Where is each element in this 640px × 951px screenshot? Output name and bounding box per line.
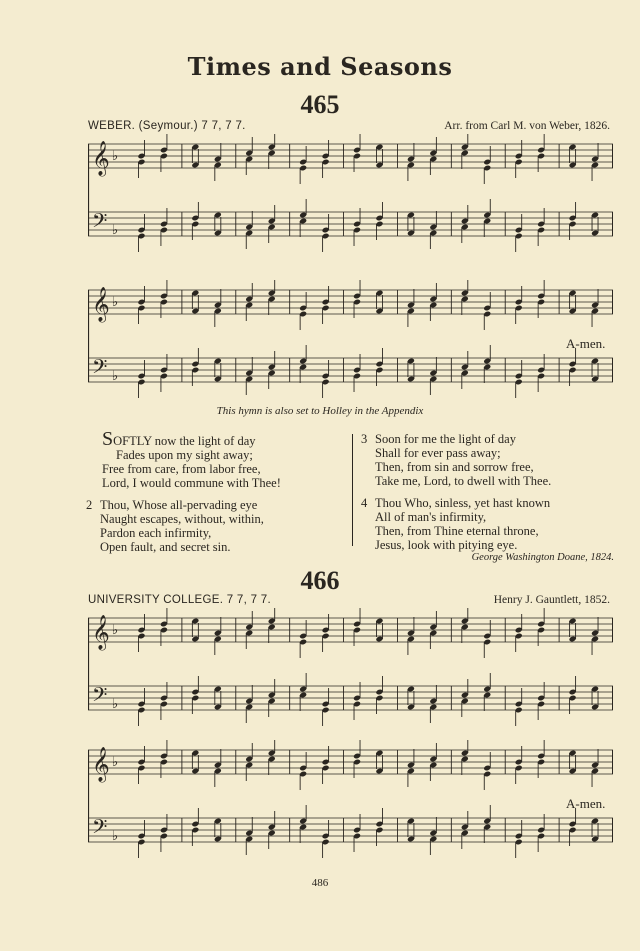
tune-line-466 [88, 594, 610, 606]
verse-line: Shall for ever pass away; [375, 446, 501, 460]
stanza-4 [361, 496, 616, 552]
score-465-system-2 [88, 280, 613, 406]
hymn-number-465: 465 [300, 90, 340, 119]
key-flat-icon: ♭ [112, 697, 119, 712]
stanza-1 [86, 428, 348, 490]
key-flat-icon: ♭ [112, 829, 119, 844]
verse-line: Take me, Lord, to dwell with Thee. [375, 474, 552, 488]
verse-line: Free from care, from labor free, [102, 462, 261, 476]
verse-line: All of man's infirmity, [375, 510, 487, 524]
key-flat-icon: ♭ [112, 755, 119, 770]
verse-line: Thou, Whose all-pervading eye [100, 498, 258, 512]
score-466-system-1 [88, 608, 613, 734]
stanza-2 [86, 498, 348, 554]
verses-left-column [86, 428, 348, 562]
tune-name: WEBER. (Seymour.) 7 7, 7 7. [88, 120, 246, 132]
music-system [88, 134, 613, 260]
bass-clef-icon: 𝄢 [92, 355, 108, 383]
bass-clef-icon: 𝄢 [92, 683, 108, 711]
verse-line: Open fault, and secret sin. [100, 540, 231, 554]
treble-clef-icon: 𝄞 [92, 747, 110, 782]
column-divider [352, 434, 353, 546]
treble-clef-icon: 𝄞 [92, 287, 110, 322]
music-system [88, 740, 613, 866]
amen-label: A-men. [566, 336, 606, 351]
verse-line: Then, from Thine eternal throne, [375, 524, 539, 538]
stanza-number: 4 [361, 496, 368, 510]
section-title: Times and Seasons [187, 52, 453, 81]
verse-line: Thou Who, sinless, yet hast known [375, 496, 551, 510]
key-flat-icon: ♭ [112, 149, 119, 164]
verse-line: Pardon each infirmity, [100, 526, 212, 540]
page-number: 486 [311, 877, 329, 889]
verse-line: Fades upon my sight away; [116, 448, 253, 462]
key-flat-icon: ♭ [112, 295, 119, 310]
tune-name: UNIVERSITY COLLEGE. 7 7, 7 7. [88, 594, 271, 606]
score-465-system-1 [88, 134, 613, 260]
appendix-note: This hymn is also set to Holley in the Appendix [216, 405, 424, 417]
bass-clef-icon: 𝄢 [92, 209, 108, 237]
stanza-number: 3 [361, 432, 368, 446]
bass-clef-icon: 𝄢 [92, 815, 108, 843]
hymn-verses [86, 428, 616, 567]
hymn-number-466: 466 [300, 566, 340, 595]
verse-line: Soon for me the light of day [375, 432, 516, 446]
stanza-number: 2 [86, 498, 93, 512]
treble-clef-icon: 𝄞 [92, 615, 110, 650]
music-system [88, 280, 613, 406]
verse-line: SOFTLY now the light of day [102, 428, 256, 450]
verse-line: Lord, I would commune with Thee! [102, 476, 281, 490]
amen-label: A-men. [566, 796, 606, 811]
verse-line: Naught escapes, without, within, [100, 512, 264, 526]
treble-clef-icon: 𝄞 [92, 141, 110, 176]
tune-line-465 [88, 120, 610, 132]
key-flat-icon: ♭ [112, 623, 119, 638]
verse-line: Jesus, look with pitying eye. [375, 538, 518, 552]
key-flat-icon: ♭ [112, 223, 119, 238]
key-flat-icon: ♭ [112, 369, 119, 384]
music-system [88, 608, 613, 734]
score-466-system-2 [88, 740, 613, 866]
drop-cap: S [102, 428, 114, 450]
stanza-3 [361, 432, 616, 488]
tune-attribution: Arr. from Carl M. von Weber, 1826. [444, 120, 610, 132]
verses-right-column [361, 432, 616, 560]
hymn-author: George Washington Doane, 1824. [471, 552, 614, 563]
tune-attribution: Henry J. Gauntlett, 1852. [493, 594, 610, 606]
verse-line: Then, from sin and sorrow free, [375, 460, 534, 474]
